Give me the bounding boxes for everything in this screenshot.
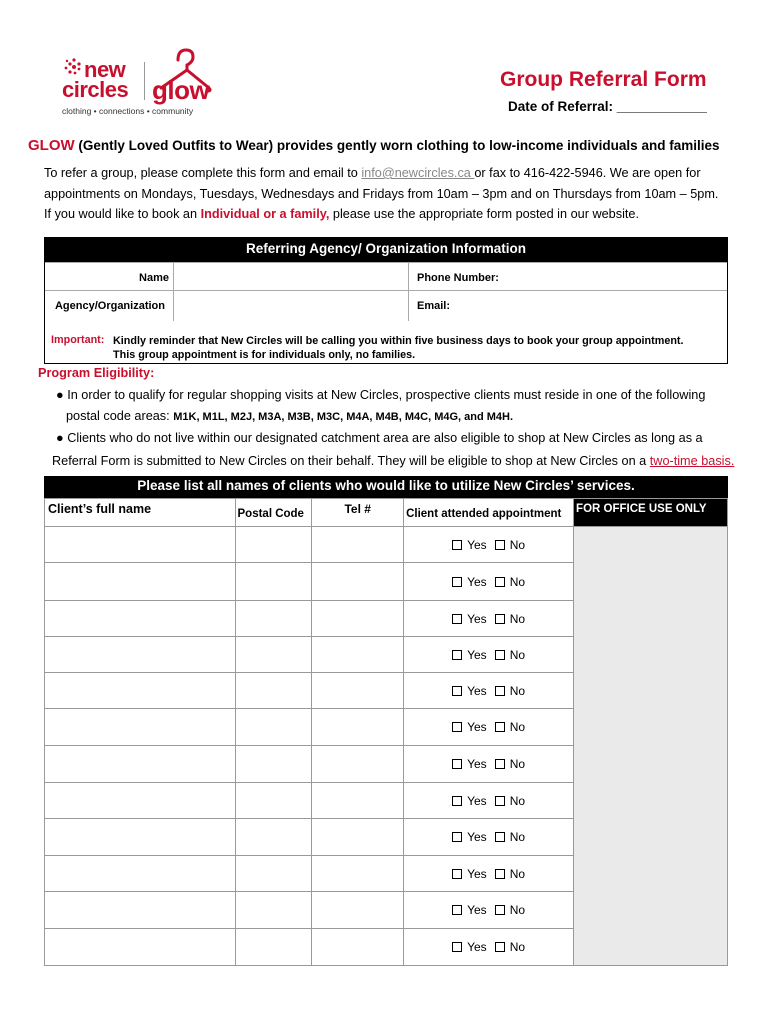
attended-yes-no bbox=[404, 709, 574, 746]
client-name-input[interactable] bbox=[45, 563, 236, 601]
important-line-2: This group appointment is for individuals only, no families. bbox=[113, 349, 416, 361]
attended-yes-no bbox=[404, 819, 574, 856]
agency-organization-input[interactable] bbox=[173, 290, 409, 321]
two-time-basis-link[interactable]: two-time basis. bbox=[649, 454, 735, 468]
eligibility-postal-codes bbox=[66, 409, 513, 423]
intro-text: To refer a group, please complete this form and email to bbox=[44, 166, 362, 180]
no-checkbox[interactable] bbox=[495, 614, 505, 624]
no-checkbox[interactable] bbox=[495, 796, 505, 806]
name-label: Name bbox=[139, 272, 169, 284]
attended-yes-no bbox=[404, 929, 574, 966]
tel-input[interactable] bbox=[312, 563, 404, 601]
clients-table-body bbox=[45, 527, 728, 966]
intro-paragraph-line-3 bbox=[44, 207, 639, 221]
yes-checkbox[interactable] bbox=[452, 686, 462, 696]
glow-description-text: (Gently Loved Outfits to Wear) provides gently worn clothing to low-income individuals and families bbox=[74, 138, 720, 153]
eligibility-bullet-1: ● In order to qualify for regular shopping visits at New Circles, prospective clients must reside in one of the following bbox=[56, 388, 706, 402]
logo-circles-text: circles bbox=[62, 77, 129, 102]
no-checkbox[interactable] bbox=[495, 905, 505, 915]
postal-code-input[interactable] bbox=[235, 709, 312, 746]
postal-code-input[interactable] bbox=[235, 637, 312, 673]
tel-input[interactable] bbox=[312, 856, 404, 892]
no-checkbox[interactable] bbox=[495, 650, 505, 660]
col-client-full-name: Client’s full name bbox=[45, 499, 236, 527]
col-tel: Tel # bbox=[312, 499, 404, 527]
email-link[interactable]: info@newcircles.ca bbox=[361, 166, 475, 180]
clients-section bbox=[44, 476, 728, 968]
no-label: No bbox=[509, 793, 526, 808]
client-name-input[interactable] bbox=[45, 637, 236, 673]
postal-code-input[interactable] bbox=[235, 783, 312, 819]
attended-yes-no bbox=[404, 892, 574, 929]
yes-label: Yes bbox=[467, 866, 487, 881]
col-client-attended: Client attended appointment bbox=[404, 499, 574, 527]
yes-label: Yes bbox=[467, 720, 487, 734]
yes-checkbox[interactable] bbox=[452, 796, 462, 806]
yes-label: Yes bbox=[467, 940, 487, 954]
yes-checkbox[interactable] bbox=[452, 540, 462, 550]
tel-input[interactable] bbox=[312, 929, 404, 966]
postal-code-input[interactable] bbox=[235, 673, 312, 709]
col-postal-code: Postal Code bbox=[235, 499, 312, 527]
yes-label: Yes bbox=[467, 683, 487, 698]
no-label: No bbox=[509, 757, 526, 771]
col-office-use-only: FOR OFFICE USE ONLY bbox=[574, 499, 728, 527]
date-of-referral-field[interactable]: Date of Referral: ____________ bbox=[508, 99, 707, 114]
program-eligibility-title: Program Eligibility: bbox=[38, 366, 155, 380]
attended-yes-no bbox=[404, 563, 574, 601]
postal-code-input[interactable] bbox=[235, 601, 312, 637]
individual-family-highlight: Individual or a family, bbox=[200, 207, 330, 221]
attended-yes-no bbox=[404, 601, 574, 637]
tel-input[interactable] bbox=[312, 783, 404, 819]
yes-checkbox[interactable] bbox=[452, 650, 462, 660]
postal-code-input[interactable] bbox=[235, 892, 312, 929]
client-name-input[interactable] bbox=[45, 856, 236, 892]
yes-label: Yes bbox=[467, 611, 487, 626]
logo-glow-text: glow bbox=[152, 75, 210, 105]
yes-label: Yes bbox=[467, 574, 487, 589]
client-name-input[interactable] bbox=[45, 819, 236, 856]
attended-yes-no bbox=[404, 673, 574, 709]
no-label: No bbox=[509, 647, 526, 662]
agency-section-header: Referring Agency/ Organization Information bbox=[45, 238, 727, 262]
tel-input[interactable] bbox=[312, 892, 404, 929]
yes-checkbox[interactable] bbox=[452, 869, 462, 879]
yes-checkbox[interactable] bbox=[452, 942, 462, 952]
yes-label: Yes bbox=[467, 903, 487, 917]
attended-yes-no bbox=[404, 783, 574, 819]
eligibility-bullet-2-cont bbox=[52, 454, 734, 468]
yes-checkbox[interactable] bbox=[452, 905, 462, 915]
glow-word: GLOW bbox=[28, 137, 75, 154]
yes-label: Yes bbox=[467, 647, 487, 662]
yes-checkbox[interactable] bbox=[452, 832, 462, 842]
client-name-input[interactable] bbox=[45, 892, 236, 929]
yes-checkbox[interactable] bbox=[452, 759, 462, 769]
no-checkbox[interactable] bbox=[495, 722, 505, 732]
yes-checkbox[interactable] bbox=[452, 577, 462, 587]
client-name-input[interactable] bbox=[45, 783, 236, 819]
clients-table bbox=[44, 498, 728, 966]
no-checkbox[interactable] bbox=[495, 759, 505, 769]
new-circles-glow-logo bbox=[58, 46, 218, 124]
postal-codes-list: M1K, M1L, M2J, M3A, M3B, M3C, M4A, M4B, M4C, M4G, and M4H. bbox=[173, 411, 514, 423]
attended-yes-no bbox=[404, 637, 574, 673]
agency-section bbox=[44, 237, 728, 364]
postal-code-input[interactable] bbox=[235, 563, 312, 601]
glow-description bbox=[28, 137, 719, 154]
agency-organization-label: Agency/Organization bbox=[54, 300, 165, 312]
yes-checkbox[interactable] bbox=[452, 614, 462, 624]
intro-paragraph-line-2: appointments on Mondays, Tuesdays, Wednesdays and Fridays from 10am – 3pm and on Thursdays from 10am – 5pm. bbox=[44, 187, 719, 201]
agency-org-row bbox=[45, 290, 727, 321]
postal-code-input[interactable] bbox=[235, 856, 312, 892]
name-input[interactable] bbox=[173, 262, 409, 290]
important-line-1: Kindly reminder that New Circles will be calling you within five business days to book your group appointment. bbox=[113, 335, 684, 347]
tel-input[interactable] bbox=[312, 819, 404, 856]
yes-label: Yes bbox=[467, 537, 487, 552]
important-text bbox=[113, 334, 723, 362]
intro-text: or fax to 416-422-5946. We are open for bbox=[474, 166, 701, 180]
client-name-input[interactable] bbox=[45, 673, 236, 709]
clients-section-header: Please list all names of clients who would like to utilize New Circles’ services. bbox=[44, 476, 728, 498]
postal-code-input[interactable] bbox=[235, 819, 312, 856]
logo-divider bbox=[144, 62, 145, 100]
form-title: Group Referral Form bbox=[500, 68, 707, 91]
client-name-input[interactable] bbox=[45, 709, 236, 746]
tel-input[interactable] bbox=[312, 601, 404, 637]
yes-checkbox[interactable] bbox=[452, 722, 462, 732]
no-checkbox[interactable] bbox=[495, 577, 505, 587]
no-label: No bbox=[509, 830, 526, 844]
no-label: No bbox=[509, 611, 526, 626]
no-label: No bbox=[509, 574, 526, 589]
tel-input[interactable] bbox=[312, 673, 404, 709]
client-name-input[interactable] bbox=[45, 746, 236, 783]
client-row bbox=[45, 527, 728, 563]
yes-label: Yes bbox=[467, 757, 487, 771]
postal-code-input[interactable] bbox=[235, 746, 312, 783]
clients-table-header bbox=[45, 499, 728, 527]
no-label: No bbox=[509, 683, 526, 698]
postal-code-input[interactable] bbox=[235, 527, 312, 563]
no-checkbox[interactable] bbox=[495, 869, 505, 879]
intro-paragraph-line-1 bbox=[44, 166, 701, 180]
no-checkbox[interactable] bbox=[495, 686, 505, 696]
tel-input[interactable] bbox=[312, 527, 404, 563]
email-field[interactable]: Email: bbox=[417, 300, 451, 312]
no-checkbox[interactable] bbox=[495, 832, 505, 842]
phone-number-field[interactable]: Phone Number: bbox=[417, 272, 499, 284]
tel-input[interactable] bbox=[312, 709, 404, 746]
eligibility-text: Referral Form is submitted to New Circles on their behalf. They will be eligible to shop at New Circles on a bbox=[52, 454, 650, 468]
intro-text: please use the appropriate form posted in our website. bbox=[329, 207, 639, 221]
no-label: No bbox=[509, 866, 526, 881]
tel-input[interactable] bbox=[312, 637, 404, 673]
no-label: No bbox=[509, 537, 526, 552]
intro-text: If you would like to book an bbox=[44, 207, 201, 221]
no-checkbox[interactable] bbox=[495, 540, 505, 550]
logo-tagline: clothing • connections • community bbox=[62, 106, 194, 116]
logo-new-text: new bbox=[84, 57, 126, 82]
eligibility-bullet-2: ● Clients who do not live within our designated catchment area are also eligible to shop at New Circles as long as a bbox=[56, 431, 703, 445]
important-label: Important: bbox=[51, 334, 105, 346]
client-name-input[interactable] bbox=[45, 601, 236, 637]
yes-label: Yes bbox=[467, 793, 487, 808]
attended-yes-no bbox=[404, 746, 574, 783]
attended-yes-no bbox=[404, 856, 574, 892]
sunburst-icon bbox=[65, 58, 81, 74]
postal-code-input[interactable] bbox=[235, 929, 312, 966]
no-label: No bbox=[509, 720, 526, 734]
attended-yes-no bbox=[404, 527, 574, 563]
no-label: No bbox=[509, 940, 526, 954]
office-use-area bbox=[574, 527, 728, 966]
agency-name-row bbox=[45, 262, 727, 290]
no-checkbox[interactable] bbox=[495, 942, 505, 952]
client-name-input[interactable] bbox=[45, 929, 236, 966]
no-label: No bbox=[509, 903, 526, 917]
tel-input[interactable] bbox=[312, 746, 404, 783]
postal-codes-lead: postal code areas: bbox=[66, 409, 174, 423]
client-name-input[interactable] bbox=[45, 527, 236, 563]
yes-label: Yes bbox=[467, 830, 487, 844]
